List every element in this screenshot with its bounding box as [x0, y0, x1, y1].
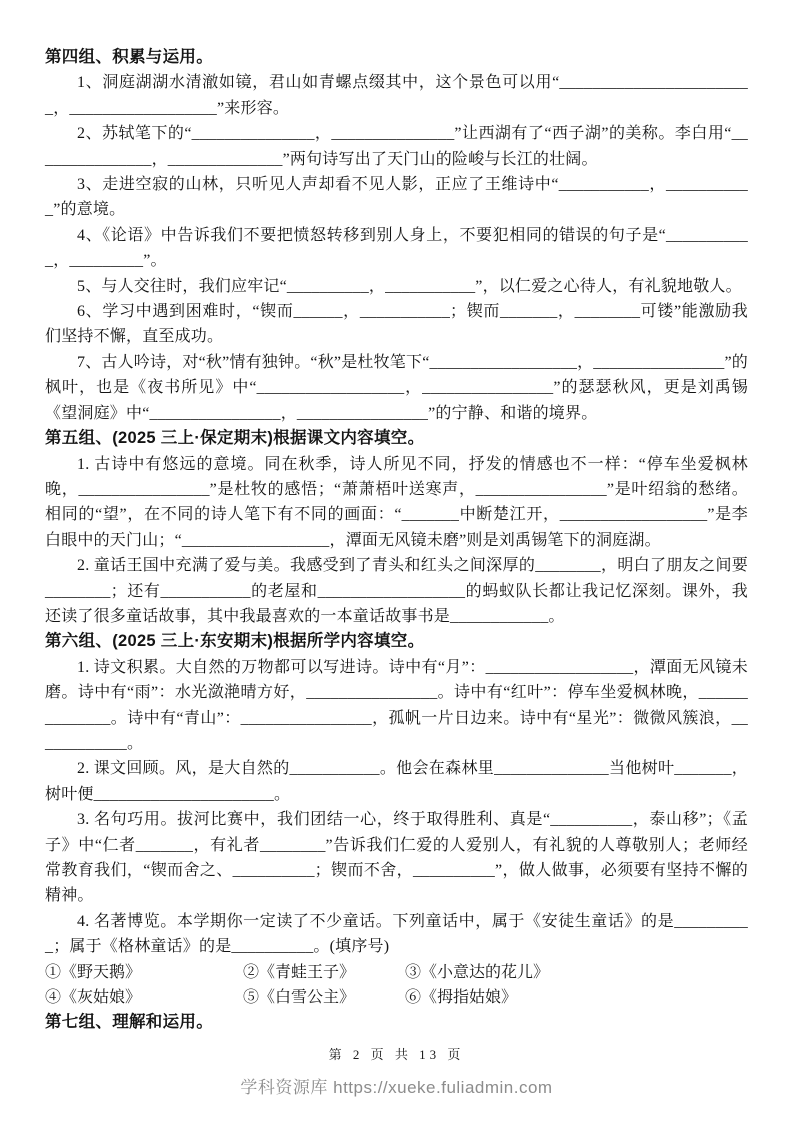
option-2-frog-prince: ②《青蛙王子》: [243, 963, 356, 981]
section-6-question-1: 1. 诗文积累。大自然的万物都可以写进诗。诗中有“月”：__________________，潭面无风镜未磨。诗中有“雨”：水光潋滟晴方好，________________。诗中有“红叶”：停车坐爱枫林晚，______________。诗中有“青山”：________________，孤帆一片日边来。诗中有“星光”：微微风簇浪，____________。: [45, 658, 748, 752]
section-4-question-6: 6、学习中遇到困难时，“锲而______，___________；锲而_______，________可镂”能激励我们坚持不懈，直至成功。: [45, 303, 748, 346]
section-4-heading: 第四组、积累与运用。: [45, 48, 213, 66]
section-5-question-1: 1. 古诗中有悠远的意境。同在秋季，诗人所见不同，抒发的情感也不一样：“停车坐爱枫林晚，________________”是杜牧的感悟；“萧萧梧叶送寒声，________________”是叶绍翁的愁绪。相同的“望”，在不同的诗人笔下有不同的画面：“_______中断楚江开，__________________”是李白眼中的天门山；“__________________，潭面无风镜未磨”则是刘禹锡笔下的洞庭湖。: [45, 455, 748, 549]
section-6-heading: 第六组、(2025 三上·东安期末)根据所学内容填空。: [45, 632, 425, 651]
section-5-question-2: 2. 童话王国中充满了爱与美。我感受到了青头和红头之间深厚的________，明白了朋友之间要________；还有___________的老屋和__________________的蚂蚁队长都让我记忆深刻。课外，我还读了很多童话故事，其中我最喜欢的一本童话故事书是____________。: [45, 557, 748, 625]
option-3-little-idas-flowers: ③《小意达的花儿》: [405, 963, 550, 981]
section-6-question-2: 2. 课文回顾。风，是大自然的___________。他会在森林里______________当他树叶_______，树叶便______________________。: [45, 760, 748, 803]
section-4-question-1: 1、洞庭湖湖水清澈如镜，君山如青螺点缀其中，这个景色可以用“________________________，__________________”来形容。: [45, 74, 748, 117]
section-4-question-2: 2、苏轼笔下的“_______________，_______________”让西湖有了“西子湖”的美称。李白用“_______________，______________”两句诗写出了天门山的险峻与长江的壮阔。: [45, 125, 748, 168]
option-6-thumbelina: ⑥《拇指姑娘》: [405, 989, 518, 1007]
option-1-wild-swans: ①《野天鹅》: [45, 963, 142, 981]
section-7-heading: 第七组、理解和运用。: [45, 1013, 213, 1032]
section-4-question-7: 7、古人吟诗，对“秋”情有独钟。“秋”是杜牧笔下“__________________，________________”的枫叶，也是《夜书所见》中“__________________，________________”的瑟瑟秋风，更是刘禹锡《望洞庭》中“________________，________________”的宁静、和谐的境界。: [45, 353, 749, 422]
section-6-question-4: 4. 名著博览。本学期你一定读了不少童话。下列童话中，属于《安徒生童话》的是__________；属于《格林童话》的是__________。(填序号): [45, 912, 748, 956]
option-4-cinderella: ④《灰姑娘》: [45, 989, 142, 1007]
page-footer: [0, 1044, 793, 1098]
section-5-heading: 第五组、(2025 三上·保定期末)根据课文内容填空。: [45, 429, 425, 448]
section-4-question-5: 5、与人交往时，我们应牢记“__________，___________”，以仁爱之心待人，有礼貌地敬人。: [77, 277, 742, 295]
watermark-source-text: 学科资源库 https://xueke.fuliadmin.com: [240, 1078, 553, 1097]
section-4-question-3: 3、走进空寂的山林，只听见人声却看不见人影，正应了王维诗中“___________，___________”的意境。: [45, 176, 748, 219]
section-6-question-3: 3. 名句巧用。拔河比赛中，我们团结一心，终于取得胜利、真是“__________，泰山移”；《孟子》中“仁者_______，有礼者________”告诉我们仁爱的人爱别人，有礼貌的人尊敬别人；老师经常教育我们，“锲而舍之、__________；锲而不舍，__________”，做人做事，必须要有坚持不懈的精神。: [45, 811, 748, 905]
page-number-indicator: 第 2 页 共 13 页: [328, 1047, 465, 1062]
option-5-snow-white: ⑤《白雪公主》: [243, 989, 356, 1007]
fairy-tale-options-row-2: [45, 985, 748, 1010]
section-4-question-4: 4、《论语》中告诉我们不要把愤怒转移到别人身上，不要犯相同的错误的句子是“___________，_________”。: [45, 226, 748, 270]
fairy-tale-options-row-1: [45, 960, 748, 985]
